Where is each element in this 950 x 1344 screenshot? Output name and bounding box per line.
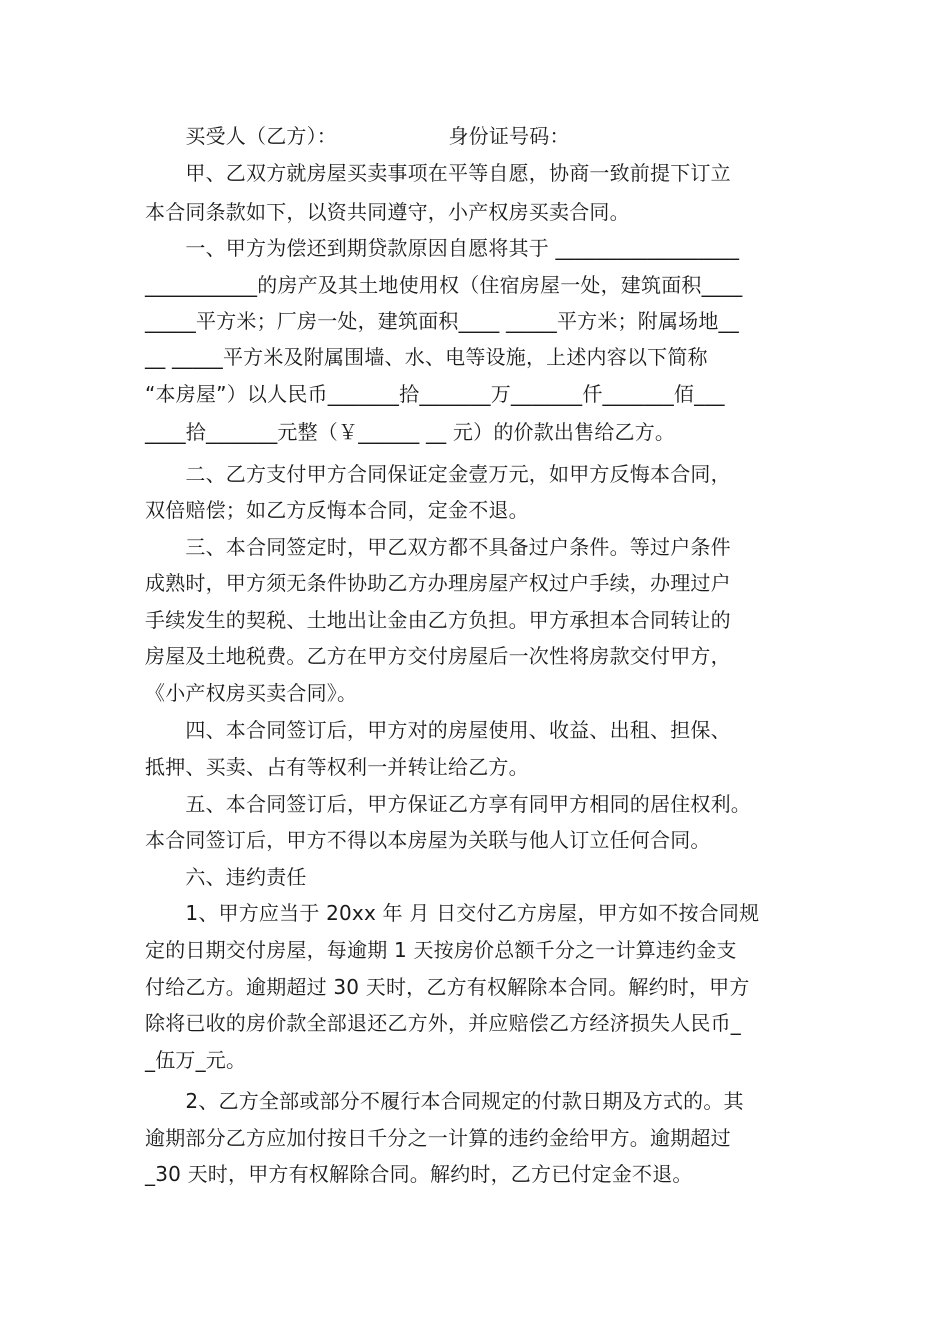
section-heading: 六、违约责任 bbox=[145, 865, 307, 889]
clause-1-line: __ _____平方米及附属围墙、水、电等设施，上述内容以下简称 bbox=[145, 345, 708, 369]
clause-6-2-line: _30 天时，甲方有权解除合同。解约时，乙方已付定金不退。 bbox=[145, 1162, 693, 1186]
clause-2-line: 双倍赔偿；如乙方反悔本合同，定金不退。 bbox=[145, 498, 529, 522]
clause-6-2-line: 2、乙方全部或部分不履行本合同规定的付款日期及方式的。其 bbox=[145, 1089, 744, 1113]
clause-3-line: 三、本合同签定时，甲乙双方都不具备过户条件。等过户条件 bbox=[145, 535, 731, 559]
clause-1-line: ___________的房产及其土地使用权（住宿房屋一处，建筑面积____ bbox=[145, 273, 743, 297]
clause-1-line: “本房屋”）以人民币_______拾_______万_______仟_______佰___ bbox=[145, 382, 725, 406]
clause-6-1-line: 定的日期交付房屋，每逾期 1 天按房价总额千分之一计算违约金支 bbox=[145, 938, 737, 962]
clause-3-line: 成熟时，甲方须无条件协助乙方办理房屋产权过户手续，办理过户 bbox=[145, 571, 731, 595]
clause-4-line: 抵押、买卖、占有等权利一并转让给乙方。 bbox=[145, 755, 529, 779]
clause-6-1-line: 除将已收的房价款全部退还乙方外，并应赔偿乙方经济损失人民币_ bbox=[145, 1011, 741, 1035]
clause-1-line: _____平方米；厂房一处，建筑面积____ _____平方米；附属场地__ bbox=[145, 309, 739, 333]
clause-6-2-line: 逾期部分乙方应加付按日千分之一计算的违约金给甲方。逾期超过 bbox=[145, 1126, 731, 1150]
clause-4-line: 四、本合同签订后，甲方对的房屋使用、收益、出租、担保、 bbox=[145, 718, 731, 742]
clause-5-line: 五、本合同签订后，甲方保证乙方享有同甲方相同的居住权利。 bbox=[145, 792, 751, 816]
clause-1-line: ____拾_______元整（￥______ __ 元）的价款出售给乙方。 bbox=[145, 420, 676, 444]
clause-5-line: 本合同签订后，甲方不得以本房屋为关联与他人订立任何合同。 bbox=[145, 828, 711, 852]
clause-6-1-line: 付给乙方。逾期超过 30 天时，乙方有权解除本合同。解约时，甲方 bbox=[145, 975, 750, 999]
clause-2-line: 二、乙方支付甲方合同保证定金壹万元，如甲方反悔本合同， bbox=[145, 462, 731, 486]
clause-3-line: 《小产权房买卖合同》。 bbox=[145, 681, 358, 705]
buyer-id-line: 买受人（乙方）： 身份证号码： bbox=[145, 124, 570, 148]
clause-3-line: 房屋及土地税费。乙方在甲方交付房屋后一次性将房款交付甲方， bbox=[145, 644, 731, 668]
paragraph-line: 本合同条款如下，以资共同遵守，小产权房买卖合同。 bbox=[145, 200, 630, 224]
paragraph-line: 甲、乙双方就房屋买卖事项在平等自愿，协商一致前提下订立 bbox=[145, 161, 731, 185]
clause-1-line: 一、甲方为偿还到期贷款原因自愿将其于 __________________ bbox=[145, 236, 740, 260]
clause-6-1-line: _伍万_元。 bbox=[145, 1048, 247, 1072]
clause-3-line: 手续发生的契税、土地出让金由乙方负担。甲方承担本合同转让的 bbox=[145, 608, 731, 632]
clause-6-1-line: 1、甲方应当于 20xx 年 月 日交付乙方房屋，甲方如不按合同规 bbox=[145, 901, 760, 925]
